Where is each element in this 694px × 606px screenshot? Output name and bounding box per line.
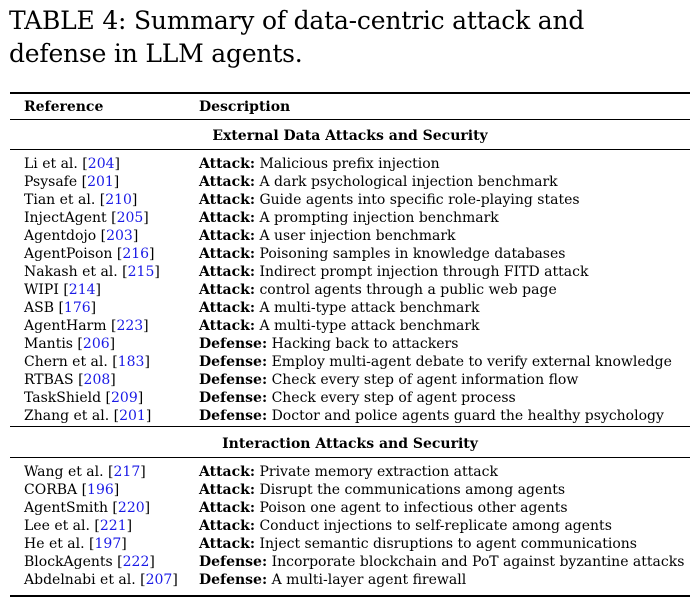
entry-type-label: Attack:	[199, 174, 256, 190]
description-cell	[199, 371, 578, 389]
reference-cell	[24, 173, 119, 191]
citation-link[interactable]: 223	[116, 318, 144, 334]
reference-cell	[24, 389, 143, 407]
description-text: Inject semantic disruptions to agent communications	[255, 536, 637, 552]
description-cell	[199, 553, 684, 571]
table-row	[0, 407, 694, 425]
citation-link[interactable]: 201	[87, 174, 114, 190]
entry-type-label: Defense:	[199, 408, 268, 424]
table-row	[0, 209, 694, 227]
description-cell	[199, 281, 557, 299]
reference-name: Lee et al. [	[24, 518, 100, 534]
reference-name: Psysafe [	[24, 174, 88, 190]
reference-cell	[24, 371, 116, 389]
citation-link[interactable]: 208	[83, 372, 111, 388]
reference-name: CORBA [	[24, 482, 88, 498]
entry-type-label: Attack:	[199, 300, 256, 316]
citation-link[interactable]: 207	[145, 572, 173, 588]
reference-cell	[24, 317, 149, 335]
table-row	[0, 463, 694, 481]
citation-bracket: ]	[143, 318, 149, 334]
citation-bracket: ]	[149, 554, 155, 570]
reference-name: AgentPoison [	[24, 246, 123, 262]
reference-cell	[24, 191, 137, 209]
citation-bracket: ]	[113, 174, 120, 190]
reference-name: Abdelnabi et al. [	[24, 572, 146, 588]
table-row	[0, 371, 694, 389]
citation-bracket: ]	[132, 228, 139, 244]
description-text: Indirect prompt injection through FITD attack	[255, 264, 589, 280]
entry-type-label: Attack:	[199, 264, 256, 280]
citation-bracket: ]	[121, 536, 127, 552]
reference-name: AgentSmith [	[24, 500, 118, 516]
citation-link[interactable]: 214	[68, 282, 96, 298]
citation-bracket: ]	[131, 192, 138, 208]
description-cell	[199, 335, 458, 353]
citation-bracket: ]	[140, 464, 146, 480]
description-cell	[199, 463, 498, 481]
entry-type-label: Defense:	[199, 372, 268, 388]
description-cell	[199, 317, 480, 335]
section-title-external: External Data Attacks and Security	[212, 128, 488, 144]
description-text: A prompting injection benchmark	[255, 210, 499, 226]
reference-name: TaskShield [	[24, 390, 111, 406]
reference-cell	[24, 481, 119, 499]
entry-type-label: Attack:	[199, 282, 256, 298]
citation-bracket: ]	[90, 300, 97, 316]
citation-bracket: ]	[110, 372, 116, 388]
bottom-rule	[10, 595, 690, 597]
reference-cell	[24, 553, 155, 571]
entry-type-label: Attack:	[199, 500, 256, 516]
citation-link[interactable]: 209	[111, 390, 138, 406]
reference-name: Nakash et al. [	[24, 264, 128, 280]
description-text: Private memory extraction attack	[255, 464, 498, 480]
citation-bracket: ]	[143, 210, 149, 226]
description-text: Hacking back to attackers	[267, 336, 459, 352]
table-row	[0, 481, 694, 499]
reference-name: InjectAgent [	[24, 210, 117, 226]
citation-link[interactable]: 221	[99, 518, 127, 534]
citation-bracket: ]	[149, 246, 155, 262]
description-text: Poison one agent to infectious other agents	[255, 500, 568, 516]
table-row	[0, 553, 694, 571]
description-cell	[199, 571, 466, 589]
description-text: Guide agents into specific role-playing states	[255, 192, 580, 208]
description-text: A multi-type attack benchmark	[255, 300, 480, 316]
description-text: Check every step of agent process	[267, 390, 516, 406]
reference-name: BlockAgents [	[24, 554, 123, 570]
citation-link[interactable]: 210	[105, 192, 132, 208]
description-text: A dark psychological injection benchmark	[255, 174, 558, 190]
reference-name: Chern et al. [	[24, 354, 118, 370]
reference-cell	[24, 463, 146, 481]
description-text: Doctor and police agents guard the healthy psychology	[267, 408, 664, 424]
reference-name: Zhang et al. [	[24, 408, 120, 424]
citation-link[interactable]: 183	[117, 354, 145, 370]
citation-link[interactable]: 220	[117, 500, 145, 516]
reference-name: Li et al. [	[24, 156, 88, 172]
citation-link[interactable]: 203	[106, 228, 133, 244]
entry-type-label: Attack:	[199, 318, 256, 334]
citation-link[interactable]: 206	[82, 336, 110, 352]
table-row	[0, 317, 694, 335]
entry-type-label: Defense:	[199, 354, 268, 370]
reference-name: AgentHarm [	[24, 318, 117, 334]
table-row	[0, 227, 694, 245]
section-rule-interaction	[10, 457, 690, 458]
description-cell	[199, 407, 664, 425]
description-cell	[199, 389, 516, 407]
entry-type-label: Attack:	[199, 246, 256, 262]
description-cell	[199, 263, 588, 281]
table-row	[0, 353, 694, 371]
table-row	[0, 389, 694, 407]
description-cell	[199, 227, 456, 245]
citation-link[interactable]: 176	[63, 300, 91, 316]
reference-cell	[24, 263, 160, 281]
entry-type-label: Defense:	[199, 336, 268, 352]
table-row	[0, 335, 694, 353]
reference-cell	[24, 571, 178, 589]
description-cell	[199, 481, 565, 499]
reference-name: RTBAS [	[24, 372, 84, 388]
reference-cell	[24, 245, 155, 263]
reference-cell	[24, 353, 150, 371]
description-cell	[199, 191, 580, 209]
table-row	[0, 173, 694, 191]
description-text: Malicious prefix injection	[255, 156, 440, 172]
description-text: A multi-type attack benchmark	[255, 318, 480, 334]
description-cell	[199, 517, 612, 535]
entry-type-label: Defense:	[199, 554, 268, 570]
description-text: Incorporate blockchain and PoT against byzantine attacks	[267, 554, 685, 570]
description-text: Check every step of agent information flow	[267, 372, 579, 388]
citation-bracket: ]	[113, 482, 120, 498]
description-cell	[199, 173, 558, 191]
citation-bracket: ]	[172, 572, 178, 588]
description-text: A user injection benchmark	[255, 228, 456, 244]
description-text: Employ multi-agent debate to verify external knowledge	[267, 354, 672, 370]
citation-link[interactable]: 222	[122, 554, 150, 570]
entry-type-label: Attack:	[199, 156, 256, 172]
table-row	[0, 571, 694, 589]
description-text: control agents through a public web page	[255, 282, 557, 298]
description-cell	[199, 535, 637, 553]
entry-type-label: Attack:	[199, 464, 256, 480]
section-title-interaction: Interaction Attacks and Security	[222, 436, 478, 452]
reference-name: ASB [	[24, 300, 64, 316]
citation-bracket: ]	[137, 390, 144, 406]
citation-bracket: ]	[109, 336, 116, 352]
reference-name: WIPI [	[24, 282, 69, 298]
table-row	[0, 281, 694, 299]
entry-type-label: Attack:	[199, 518, 256, 534]
header-reference: Reference	[24, 99, 104, 115]
reference-cell	[24, 209, 149, 227]
reference-name: He et al. [	[24, 536, 95, 552]
section-rule-external	[10, 149, 690, 150]
entry-type-label: Attack:	[199, 482, 256, 498]
citation-bracket: ]	[144, 354, 150, 370]
entry-type-label: Attack:	[199, 228, 256, 244]
table-row	[0, 191, 694, 209]
citation-bracket: ]	[154, 264, 160, 280]
table-row	[0, 245, 694, 263]
description-text: A multi-layer agent firewall	[267, 572, 467, 588]
description-cell	[199, 245, 565, 263]
reference-name: Agentdojo [	[24, 228, 107, 244]
reference-cell	[24, 407, 151, 425]
citation-link[interactable]: 196	[87, 482, 114, 498]
reference-cell	[24, 499, 150, 517]
citation-bracket: ]	[95, 282, 101, 298]
reference-cell	[24, 535, 127, 553]
description-text: Poisoning samples in knowledge databases	[255, 246, 566, 262]
reference-name: Wang et al. [	[24, 464, 114, 480]
citation-link[interactable]: 217	[113, 464, 141, 480]
top-rule	[10, 92, 690, 94]
reference-cell	[24, 299, 96, 317]
citation-link[interactable]: 197	[94, 536, 122, 552]
header-description: Description	[199, 99, 291, 115]
description-text: Disrupt the communications among agents	[255, 482, 566, 498]
reference-name: Mantis [	[24, 336, 83, 352]
reference-cell	[24, 227, 138, 245]
reference-cell	[24, 281, 101, 299]
reference-cell	[24, 517, 132, 535]
description-cell	[199, 353, 672, 371]
entry-type-label: Defense:	[199, 572, 268, 588]
entry-type-label: Attack:	[199, 192, 256, 208]
citation-link[interactable]: 216	[122, 246, 150, 262]
description-text: Conduct injections to self-replicate among agents	[255, 518, 612, 534]
entry-type-label: Attack:	[199, 210, 256, 226]
section-divider	[10, 426, 690, 427]
citation-link[interactable]: 204	[87, 156, 115, 172]
citation-bracket: ]	[144, 500, 151, 516]
table-row	[0, 517, 694, 535]
description-cell	[199, 155, 440, 173]
description-cell	[199, 499, 568, 517]
entry-type-label: Attack:	[199, 536, 256, 552]
citation-link[interactable]: 205	[116, 210, 144, 226]
citation-bracket: ]	[145, 408, 152, 424]
reference-cell	[24, 335, 115, 353]
description-cell	[199, 299, 480, 317]
table-row	[0, 535, 694, 553]
citation-link[interactable]: 201	[119, 408, 146, 424]
header-rule	[10, 119, 690, 120]
table-row	[0, 263, 694, 281]
citation-bracket: ]	[126, 518, 133, 534]
table-row	[0, 499, 694, 517]
citation-link[interactable]: 215	[127, 264, 155, 280]
citation-bracket: ]	[114, 156, 120, 172]
reference-cell	[24, 155, 120, 173]
table-row	[0, 155, 694, 173]
table-caption: TABLE 4: Summary of data-centric attack and defense in LLM agents.	[9, 6, 585, 68]
entry-type-label: Defense:	[199, 390, 268, 406]
table-row	[0, 299, 694, 317]
description-cell	[199, 209, 499, 227]
reference-name: Tian et al. [	[24, 192, 106, 208]
